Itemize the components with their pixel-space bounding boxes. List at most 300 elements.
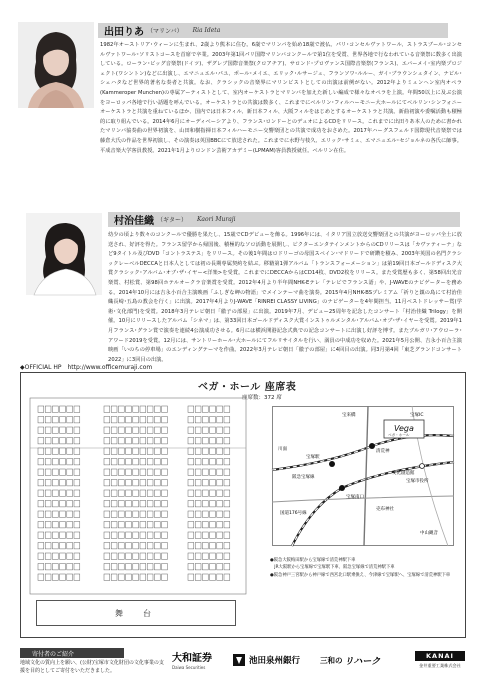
seat [154, 469, 160, 475]
seat [74, 469, 80, 475]
seat [118, 564, 124, 570]
seat [38, 553, 44, 559]
seat [210, 469, 216, 475]
seat [162, 448, 168, 454]
seat [202, 427, 208, 433]
ria-ideta-biography: 1982年オーストリア･ウィーンに生まれ、2歳より熊本に住む。6歳でマリンバを始め18歳で渡仏。パリ･コンセルヴァトワール、ストラスブール･コンセルヴァトワール･ソリストコースを首席で卒業。2003年第1回パリ国際マリンバコンクールで第1位を受賞、世界各地で行なわれている音楽祭に数多く出演している。ローラン･ビッグ音楽祭(ドイツ)、ザグレブ国際音楽祭(クロアチア)、サロンド･プロヴァンス国際音楽祭(フランス)、エバーメイ･室内楽プロジェクト(ワシントン)などに出演し、エマニュエル･パユ、ポール･メイエ、エリック･ルサージュ、フランソワ･ルルー、ガイ･ブラウンシュタイン、ナビル･シェハタなど世界的著名な奏者と共演。なお、クラシックの音楽界にマリンビストとしての出演は前例がない。2012年よりミュンヘン室内オペラ(Kammeroper Munchen)の専属アーティストとして、室内オーケストラとマリンバを加えた新しい編成で様々なオペラを上演。年間50以上に及ぶ公演をヨーロッパ各地で行い話題を呼んでいる。オーケストラとの共演は数多く、これまでにベルリン･フィルハーモニー大ホールにてベルリン･シンフォニーオーケストラと共演を重ねているほか、国内では日本フィル、新日本フィル、大阪フィルをはじめとするオーケストラと共演。新曲初演や委嘱活動も積極的に取り組んでいる。2014年6月にオーディベーシアより、フランス･ロンドーとのデュオによるCDをリリース。これまでに出田りあ本人のために書かれたマリンバ協奏曲の世界初演を、山田和樹指揮日本フィルハーモニー交響楽団との共演で成功をおさめた。2017年ハーグスフェルド国際現代音楽祭では藤倉大氏の作品を世界初演し、その演奏は英国BBCにて放送された。これまでに水野与枝久、エリック･サミュ、エマニュエル･セジョルネの各氏に師事。平成音楽大学客員教授。2021年1月よりロンドン芸術アカデミー(LPMAM)客員教授就任。ベルリン在住。 [100, 42, 462, 154]
seat [67, 564, 73, 570]
seat [104, 564, 110, 570]
map-label-kiyoshikojin: 清荒神 [376, 449, 390, 454]
seat [45, 574, 51, 580]
donation-text: 地域文化の質向上を願い、(公財)宝塚市文化財団の文化事業の支援を目的としてご寄付をいただきました。 [20, 660, 164, 674]
seat [60, 438, 66, 444]
seat [52, 459, 58, 465]
seat [52, 480, 58, 486]
seat [154, 490, 160, 496]
map-label-bunka: 文化創造館 [392, 471, 415, 476]
seat [210, 574, 216, 580]
seat [67, 448, 73, 454]
seat [224, 438, 230, 444]
seat [67, 469, 73, 475]
seat [133, 469, 139, 475]
seat [133, 564, 139, 570]
seat [188, 574, 194, 580]
seat [104, 543, 110, 549]
sponsor-sanwa-name: リハーク [344, 656, 381, 667]
seat [111, 564, 117, 570]
seat [52, 448, 58, 454]
seat [111, 417, 117, 423]
seat [60, 564, 66, 570]
ria-ideta-role: （マリンバ） [147, 28, 183, 35]
seat [74, 564, 80, 570]
seat [74, 490, 80, 496]
seat [147, 511, 153, 517]
seat [67, 406, 73, 412]
seat [126, 490, 132, 496]
seat [118, 553, 124, 559]
seat [126, 511, 132, 517]
seat [195, 417, 201, 423]
seat [111, 490, 117, 496]
seat [210, 406, 216, 412]
seat [38, 480, 44, 486]
seat [111, 501, 117, 507]
stage: 舞 台 [36, 600, 236, 626]
seat [140, 553, 146, 559]
seat [162, 459, 168, 465]
city-hall-marker [420, 464, 425, 469]
seat [147, 532, 153, 538]
seat [38, 543, 44, 549]
map-label-route: 国道176号線 [280, 511, 307, 516]
seat [67, 438, 73, 444]
seat [147, 522, 153, 528]
seat [224, 543, 230, 549]
seat [224, 522, 230, 528]
ria-ideta-photo [18, 22, 94, 108]
seat [104, 553, 110, 559]
sponsor-ikeda-name: 池田泉州銀行 [249, 656, 301, 666]
map-label-minamiguchi: 宝塚南口 [346, 495, 364, 500]
seat [195, 564, 201, 570]
seat [154, 511, 160, 517]
seat [104, 480, 110, 486]
seat [133, 417, 139, 423]
seat [111, 480, 117, 486]
seat [188, 438, 194, 444]
seat [210, 553, 216, 559]
seat [45, 543, 51, 549]
seat [147, 417, 153, 423]
seat [45, 427, 51, 433]
seat [210, 438, 216, 444]
seat [162, 564, 168, 570]
seat [188, 553, 194, 559]
seat [60, 522, 66, 528]
map-label-city-hall: 宝塚市役所 [406, 479, 429, 484]
sponsor-kanai [414, 649, 466, 671]
seat [60, 511, 66, 517]
sponsor-daiwa-name: 大和証券 [172, 653, 212, 664]
seat [104, 448, 110, 454]
seat [202, 438, 208, 444]
seat [67, 417, 73, 423]
seat [118, 501, 124, 507]
seat [133, 448, 139, 454]
seat [140, 480, 146, 486]
seat [67, 490, 73, 496]
seat [52, 532, 58, 538]
seat [74, 501, 80, 507]
seat [210, 511, 216, 517]
seat [67, 427, 73, 433]
seat [133, 532, 139, 538]
seat [154, 532, 160, 538]
seat [74, 406, 80, 412]
seat [104, 501, 110, 507]
seat [52, 564, 58, 570]
seat [140, 469, 146, 475]
seat [45, 438, 51, 444]
ria-ideta-roman: Ria Ideta [192, 27, 221, 34]
seat [111, 469, 117, 475]
seat [45, 564, 51, 570]
seat [111, 574, 117, 580]
seat [104, 459, 110, 465]
seat [140, 448, 146, 454]
seat [162, 417, 168, 423]
seat [147, 490, 153, 496]
seat [45, 490, 51, 496]
seat [126, 543, 132, 549]
access-line: ●阪急大阪梅田駅から宝塚線で清荒神駅下車 [270, 558, 356, 563]
seat [154, 417, 160, 423]
seat [38, 406, 44, 412]
seat [154, 459, 160, 465]
seat [224, 553, 230, 559]
seat [147, 459, 153, 465]
seat [210, 501, 216, 507]
ikeda-logo-icon [232, 653, 246, 667]
seat [147, 469, 153, 475]
seat [140, 438, 146, 444]
seat [126, 522, 132, 528]
seat [195, 448, 201, 454]
station-marker-kiyoshikojin [369, 443, 375, 449]
ria-ideta-name: 出田りあ [104, 27, 144, 38]
seat [217, 532, 223, 538]
seat [126, 532, 132, 538]
seat [188, 417, 194, 423]
seat [195, 543, 201, 549]
seat [140, 511, 146, 517]
seat [224, 511, 230, 517]
seat [188, 522, 194, 528]
seat [45, 480, 51, 486]
seat [140, 406, 146, 412]
seat [38, 511, 44, 517]
seat [162, 501, 168, 507]
seat [45, 532, 51, 538]
seat [217, 490, 223, 496]
seat [140, 532, 146, 538]
seat [67, 574, 73, 580]
seat [147, 448, 153, 454]
seat [60, 553, 66, 559]
seat [202, 501, 208, 507]
seat [188, 511, 194, 517]
seat [210, 564, 216, 570]
access-line: ●阪急神戸三宮駅から神戸線で西宮北口駅乗換え、今津線で宝塚駅へ、宝塚線で清荒神駅下車 [270, 572, 451, 578]
seat [133, 522, 139, 528]
seat [126, 469, 132, 475]
seat [224, 532, 230, 538]
seat [217, 511, 223, 517]
seat [126, 553, 132, 559]
seat [217, 553, 223, 559]
seat [126, 406, 132, 412]
seat [202, 480, 208, 486]
seat [74, 427, 80, 433]
seat [38, 459, 44, 465]
seat [202, 511, 208, 517]
station-marker-minamiguchi [339, 485, 345, 491]
seat [104, 427, 110, 433]
seat [118, 459, 124, 465]
seat [45, 417, 51, 423]
seat [224, 574, 230, 580]
seat [154, 564, 160, 570]
seat [162, 543, 168, 549]
seat [195, 438, 201, 444]
seat [60, 469, 66, 475]
seat [210, 490, 216, 496]
map-label-nakayama: 中山観音 [420, 531, 438, 536]
seat [104, 574, 110, 580]
seat [38, 532, 44, 538]
seat [118, 522, 124, 528]
seat [217, 448, 223, 454]
seat [195, 490, 201, 496]
seat [195, 469, 201, 475]
seat [111, 448, 117, 454]
access-directions [270, 557, 460, 579]
seat [195, 406, 201, 412]
seat [188, 501, 194, 507]
seat [67, 459, 73, 465]
seat [74, 438, 80, 444]
vega-logo: Vega [394, 424, 414, 433]
seat [202, 406, 208, 412]
seat [133, 574, 139, 580]
seat [60, 406, 66, 412]
seat [147, 501, 153, 507]
hall-seat-count: 座席数：372 席 [242, 395, 282, 401]
seat [52, 553, 58, 559]
seat [140, 490, 146, 496]
seat [38, 417, 44, 423]
seat [118, 511, 124, 517]
donation-header: 寄付者のご紹介 [20, 648, 124, 658]
seat [52, 469, 58, 475]
seat [74, 511, 80, 517]
seat [45, 522, 51, 528]
seat [224, 448, 230, 454]
seat [67, 532, 73, 538]
kaori-muraji-header [108, 212, 460, 227]
seat [52, 406, 58, 412]
seat [202, 543, 208, 549]
seat [38, 574, 44, 580]
ria-ideta-biography-cont [18, 108, 462, 204]
seat [133, 459, 139, 465]
seat [104, 511, 110, 517]
seat [147, 427, 153, 433]
seat [162, 406, 168, 412]
seat [224, 564, 230, 570]
seat [210, 532, 216, 538]
seat [111, 543, 117, 549]
seat [217, 522, 223, 528]
seat [118, 406, 124, 412]
seat [60, 417, 66, 423]
seat [162, 469, 168, 475]
seat [154, 427, 160, 433]
seat [111, 522, 117, 528]
sponsor-kanai-sub: 金井重要工業株式会社 [419, 663, 461, 668]
seat [154, 448, 160, 454]
seat [45, 406, 51, 412]
seat [140, 427, 146, 433]
seat [38, 564, 44, 570]
seat [133, 490, 139, 496]
seat [45, 459, 51, 465]
seat [210, 522, 216, 528]
seat [188, 448, 194, 454]
official-hp-link[interactable]: ◆OFFICIAL HP http://www.officemuraji.com [20, 364, 153, 371]
map-label-kawamo: 川面 [278, 447, 287, 452]
map-label-ic: 宝塚IC [410, 413, 424, 418]
seat [126, 501, 132, 507]
seat [224, 480, 230, 486]
map-label-mefu: 売布神社 [376, 507, 394, 512]
seat [140, 564, 146, 570]
seat [45, 469, 51, 475]
seat [188, 427, 194, 433]
seat [162, 574, 168, 580]
seat [202, 490, 208, 496]
seat [195, 480, 201, 486]
map-label-takarazuka: 宝塚駅 [306, 455, 320, 460]
seat [140, 501, 146, 507]
seat [104, 417, 110, 423]
seat [147, 553, 153, 559]
seat [111, 427, 117, 433]
sponsor-sanwa [320, 649, 380, 671]
seat [162, 427, 168, 433]
seat [140, 417, 146, 423]
seat [217, 564, 223, 570]
seat [162, 438, 168, 444]
seat [202, 522, 208, 528]
seat [217, 469, 223, 475]
seat [60, 480, 66, 486]
seat [60, 501, 66, 507]
seat [162, 480, 168, 486]
seat [210, 417, 216, 423]
seat [217, 501, 223, 507]
seat [210, 427, 216, 433]
seat [60, 448, 66, 454]
seat [111, 406, 117, 412]
seat [140, 459, 146, 465]
seat [147, 480, 153, 486]
seating-chart [28, 396, 248, 596]
seat [74, 574, 80, 580]
seat [162, 553, 168, 559]
seat [133, 543, 139, 549]
vega-logo-sub: ベガ・ホール [388, 433, 410, 437]
seat [74, 532, 80, 538]
seat [67, 480, 73, 486]
seat [74, 448, 80, 454]
seat [210, 480, 216, 486]
seat [217, 406, 223, 412]
seat [67, 543, 73, 549]
seat [188, 459, 194, 465]
seat [52, 438, 58, 444]
seat [118, 574, 124, 580]
sponsor-daiwa [172, 649, 212, 671]
seat [147, 438, 153, 444]
kaori-muraji-role: （ギター） [157, 217, 187, 224]
seat [188, 469, 194, 475]
seat [133, 480, 139, 486]
seat [74, 553, 80, 559]
hall-title: ベガ・ホール 座席表 [198, 382, 297, 393]
seat [52, 543, 58, 549]
seat [224, 490, 230, 496]
seat [38, 522, 44, 528]
seat [210, 543, 216, 549]
seat [74, 417, 80, 423]
seat [52, 574, 58, 580]
seat [104, 522, 110, 528]
seat [202, 448, 208, 454]
seat [154, 480, 160, 486]
seat [202, 459, 208, 465]
seat [162, 511, 168, 517]
seat [147, 543, 153, 549]
seat [126, 448, 132, 454]
seat [133, 406, 139, 412]
seat [104, 490, 110, 496]
access-map [272, 406, 454, 546]
seat [162, 522, 168, 528]
access-line: JR大阪駅から宝塚線で宝塚駅下車、阪急宝塚線で清荒神駅下車 [270, 565, 395, 571]
seat [67, 501, 73, 507]
seat [202, 469, 208, 475]
map-label-hankyu: 阪急宝塚線 [292, 475, 315, 480]
sponsor-sanwa-prefix: 三和の [320, 655, 343, 665]
seat [111, 532, 117, 538]
seat [60, 543, 66, 549]
seat [224, 459, 230, 465]
seat [38, 490, 44, 496]
seat [118, 438, 124, 444]
seat [111, 459, 117, 465]
